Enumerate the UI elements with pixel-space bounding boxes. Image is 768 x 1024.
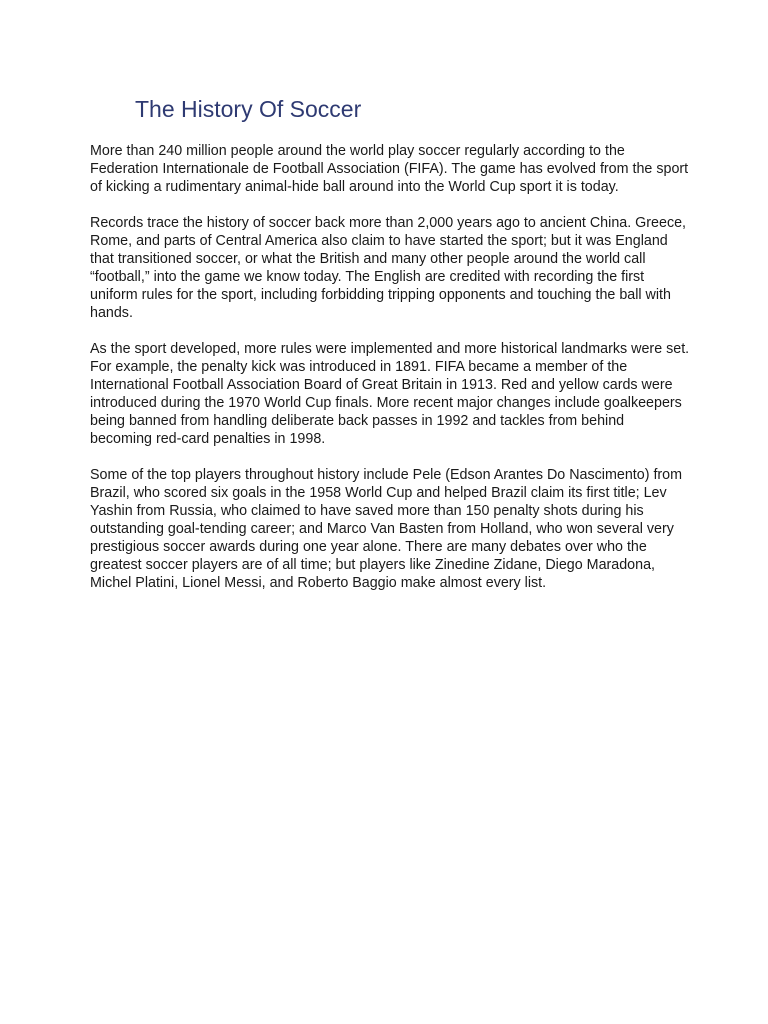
paragraph-rules-development: As the sport developed, more rules were implemented and more historical landmarks were set. For example, the penalty kick was introduced in 1891. FIFA became a member of the International Football Association Board of Great Britain in 1913. Red and yellow cards were introduced during the 1970 World Cup finals. More recent major changes include goalkeepers being banned from handling deliberate back passes in 1992 and tackles from behind becoming red-card penalties in 1998. [90, 341, 690, 447]
paragraph-intro: More than 240 million people around the world play soccer regularly according to the Federation Internationale de Football Association (FIFA). The game has evolved from the sport of kicking a rudimentary animal-hide ball around into the World Cup sport it is today. [90, 143, 689, 195]
document-title: The History Of Soccer [135, 96, 362, 122]
document-body [90, 142, 690, 610]
paragraph-origins: Records trace the history of soccer back more than 2,000 years ago to ancient China. Greece, Rome, and parts of Central America also claim to have started the sport; but it was England that transitioned soccer, or what the British and many other people around the world call “football,” into the game we know today. The English are credited with recording the first uniform rules for the sport, including forbidding tripping opponents and touching the ball with hands. [90, 215, 687, 321]
paragraph-top-players: Some of the top players throughout history include Pele (Edson Arantes Do Nascimento) from Brazil, who scored six goals in the 1958 World Cup and helped Brazil claim its first title; Lev Yashin from Russia, who claimed to have saved more than 150 penalty shots during his outstanding goal-tending career; and Marco Van Basten from Holland, who won several very prestigious soccer awards during one year alone. There are many debates over who the greatest soccer players are of all time; but players like Zinedine Zidane, Diego Maradona, Michel Platini, Lionel Messi, and Roberto Baggio make almost every list. [90, 467, 683, 591]
